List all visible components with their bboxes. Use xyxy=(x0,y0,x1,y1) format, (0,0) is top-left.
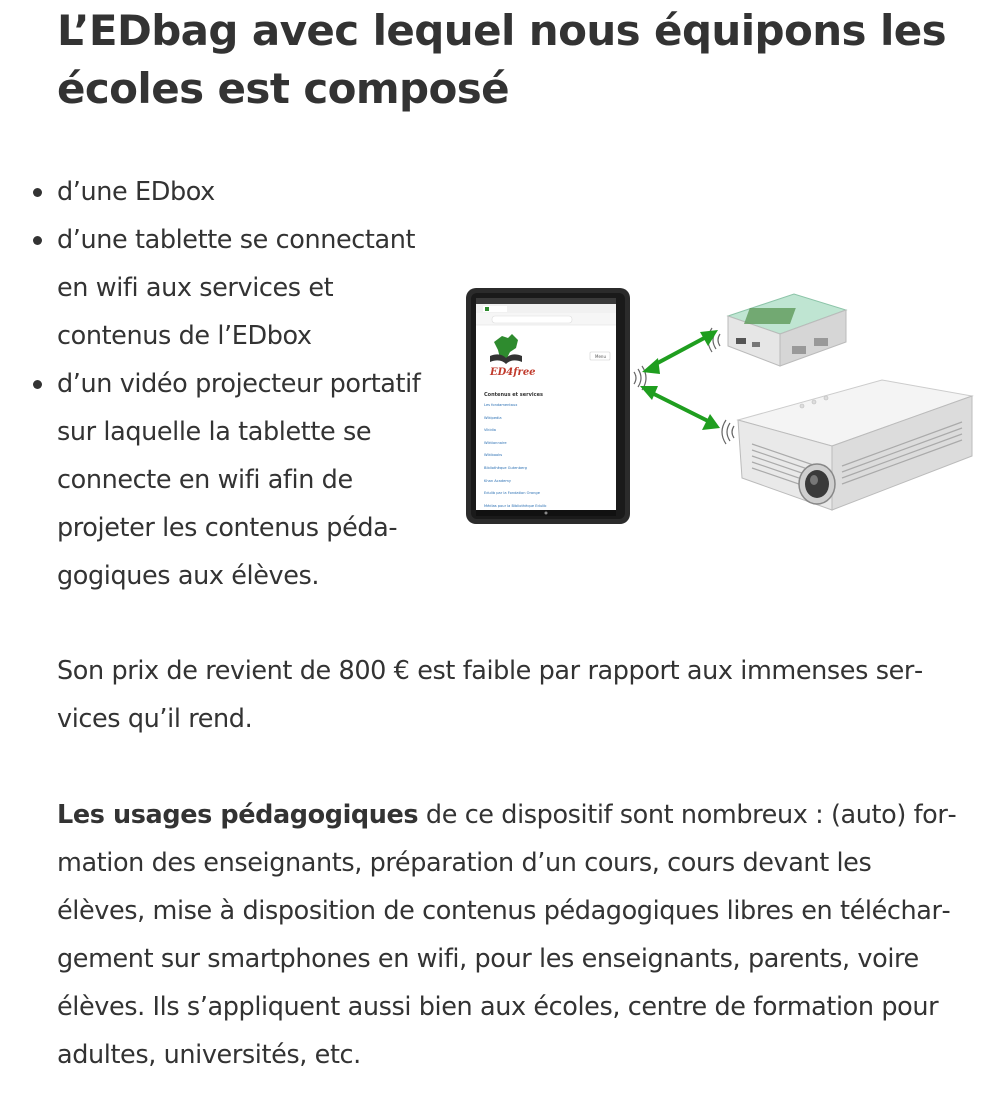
list-item: d’une tablette se connectant en wifi aux services et contenus de l’EDbox xyxy=(57,216,437,360)
tablet-link: Khan Academy xyxy=(484,479,511,483)
usages-paragraph xyxy=(57,791,957,1079)
tablet-logo-text: ED4free xyxy=(490,367,536,378)
tablet-section-heading: Contenus et services xyxy=(484,392,543,398)
wifi-signal-icon xyxy=(722,420,734,444)
tablet-image xyxy=(466,288,630,524)
double-arrow-icon xyxy=(640,386,720,430)
tablet-link: Médias pour la Bibliothèque Edulib xyxy=(484,504,547,508)
edbag-illustration xyxy=(462,280,982,530)
list-item: d’un vidéo projecteur portatif sur laquelle la tablette se connecte en wifi afin de projeter les contenus pédagogiques aux élèves. xyxy=(57,360,437,600)
page-title: L’EDbag avec lequel nous équipons les écoles est composé xyxy=(57,6,947,113)
projector-image xyxy=(738,380,972,510)
double-arrow-icon xyxy=(642,330,718,374)
tablet-link: Les fondamentaux xyxy=(484,403,518,407)
tablet-link: Wikipedia xyxy=(484,416,502,420)
usages-heading: Les usages pédagogiques xyxy=(57,800,419,830)
tablet-menu-label: Menu xyxy=(595,354,606,359)
edbox-device-image xyxy=(728,294,846,366)
tablet-link: Vikidia xyxy=(484,428,496,432)
tablet-link: Edulib par la Fondation Orange xyxy=(484,491,540,495)
component-list xyxy=(57,168,437,600)
tablet-link: Bibliothèque Gutenberg xyxy=(484,466,527,470)
list-item: d’une EDbox xyxy=(57,168,437,216)
tablet-link: Wikibooks xyxy=(484,453,503,457)
price-paragraph: Son prix de revient de 800 € est faible par rapport aux immenses services qu’il rend. xyxy=(57,656,924,734)
tablet-link: Wiktionnaire xyxy=(484,441,507,445)
usages-text: de ce dispositif sont nombreux : (auto) formation des enseignants, préparation d’un cours, cours devant les élèves, mise à disposition de contenus pédagogiques libres en téléchargement sur smartphones en wifi, pour les enseignants, parents, voire élèves. Ils s’appliquent aussi bien aux écoles, centre de formation pour adultes, universités, etc. xyxy=(57,800,957,1070)
